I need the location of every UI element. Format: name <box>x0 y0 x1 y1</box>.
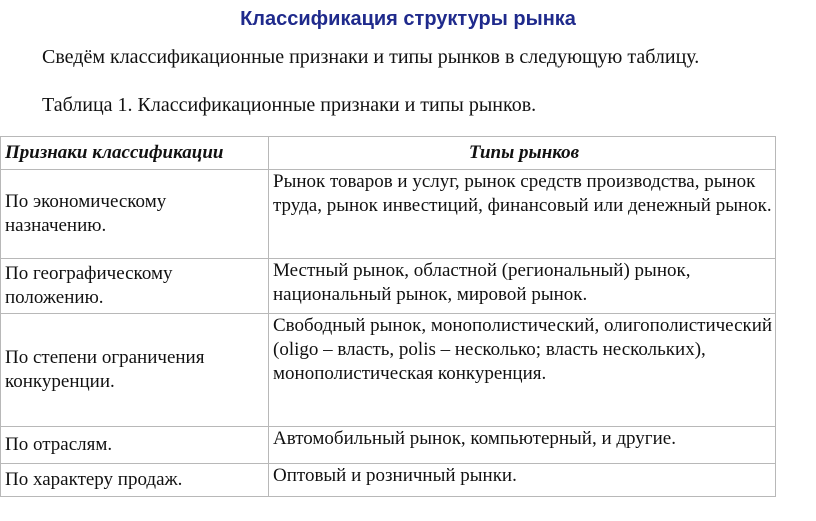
header-market-types: Типы рынков <box>269 137 776 170</box>
table-row <box>1 464 776 497</box>
market-types-cell: Местный рынок, областной (региональный) рынок, национальный рынок, мировой рынок. <box>269 259 776 314</box>
market-types-cell: Свободный рынок, монополистический, олигополистический (oligo – власть, polis – несколько; власть нескольких), монополистическая конкуренция. <box>269 314 776 427</box>
header-criteria: Признаки классификации <box>1 137 269 170</box>
table-header-row <box>1 137 776 170</box>
table-row <box>1 259 776 314</box>
classification-table <box>0 136 776 497</box>
criteria-cell: По степени ограничения конкуренции. <box>1 314 269 427</box>
market-types-cell: Автомобильный рынок, компьютерный, и другие. <box>269 427 776 464</box>
criteria-cell: По экономическому назначению. <box>1 170 269 259</box>
criteria-cell: По географическому положению. <box>1 259 269 314</box>
table-row <box>1 427 776 464</box>
table-row <box>1 170 776 259</box>
intro-text: Сведём классификационные признаки и типы рынков в следующую таблицу. <box>42 46 700 68</box>
table-row <box>1 314 776 427</box>
criteria-cell: По характеру продаж. <box>1 464 269 497</box>
page-title: Классификация структуры рынка <box>240 8 576 30</box>
market-types-cell: Рынок товаров и услуг, рынок средств производства, рынок труда, рынок инвестиций, финансовый или денежный рынок. <box>269 170 776 259</box>
market-types-cell: Оптовый и розничный рынки. <box>269 464 776 497</box>
criteria-cell: По отраслям. <box>1 427 269 464</box>
table-caption: Таблица 1. Классификационные признаки и типы рынков. <box>42 94 537 116</box>
